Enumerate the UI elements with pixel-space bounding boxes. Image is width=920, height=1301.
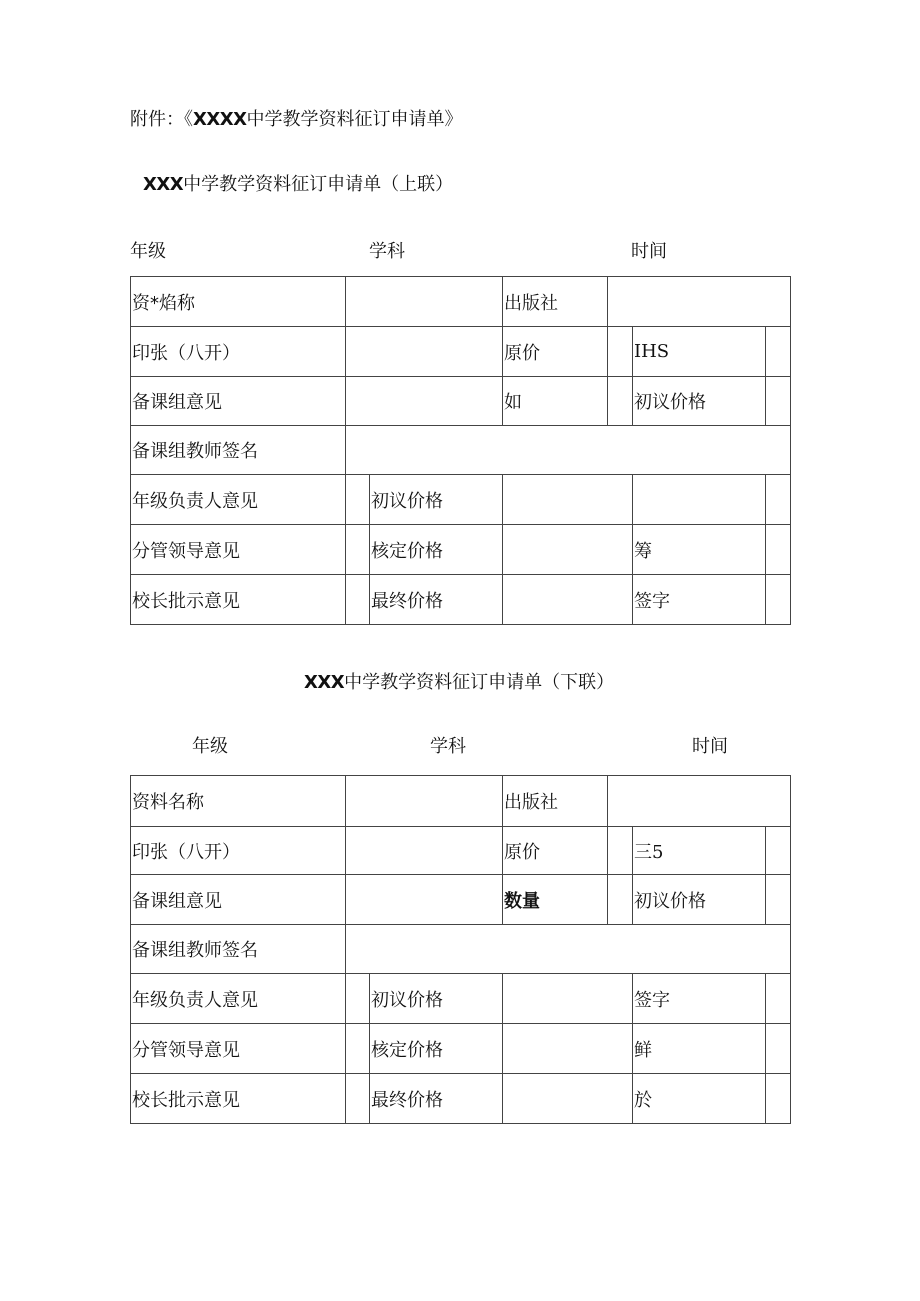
blank-cell [766, 1024, 791, 1074]
division-leader-label: 分管领导意见 [131, 1024, 346, 1074]
blank-cell [608, 875, 633, 925]
table-row [131, 776, 791, 827]
publisher-label: 出版社 [503, 277, 608, 327]
upper-form-table [130, 276, 791, 625]
teacher-sign-field[interactable] [346, 426, 791, 475]
material-name-label: 资*焰称 [131, 277, 346, 327]
table-row [131, 1024, 791, 1074]
blank-cell [346, 475, 370, 525]
upper-title-code: XXX [143, 174, 184, 195]
upper-time-label: 时间 [631, 241, 667, 262]
blank-cell [346, 1024, 370, 1074]
blank-cell [766, 827, 791, 875]
table-row [131, 875, 791, 925]
material-name-label: 资料名称 [131, 776, 346, 827]
lower-form-title [304, 668, 614, 694]
table-row [131, 1074, 791, 1124]
grade-head-sign-field[interactable] [633, 475, 766, 525]
upper-grade-label: 年级 [130, 241, 166, 262]
attachment-title [130, 105, 463, 131]
original-price-value[interactable]: 三5 [633, 827, 766, 875]
table-row [131, 925, 791, 974]
attachment-name: 中学教学资料征订申请单》 [246, 109, 463, 130]
proposed-price-label: 初议价格 [633, 875, 766, 925]
table-row [131, 475, 791, 525]
blank-cell [608, 327, 633, 377]
quantity-label: 数量 [503, 875, 608, 925]
approved-price-label: 核定价格 [370, 1024, 503, 1074]
approved-price-field[interactable] [503, 525, 633, 575]
sheets-field[interactable] [346, 827, 503, 875]
attachment-code: XXXX [193, 109, 247, 130]
blank-cell [766, 525, 791, 575]
blank-cell [766, 974, 791, 1024]
blank-cell [766, 575, 791, 625]
sheets-label: 印张（八开） [131, 827, 346, 875]
proposed-price-label: 初议价格 [370, 475, 503, 525]
lower-subject-label: 学科 [430, 736, 466, 757]
group-opinion-label: 备课组意见 [131, 875, 346, 925]
group-opinion-field[interactable] [346, 377, 503, 426]
quantity-label: 如 [503, 377, 608, 426]
final-price-label: 最终价格 [370, 1074, 503, 1124]
teacher-sign-label: 备课组教师签名 [131, 426, 346, 475]
attachment-prefix: 附件：《 [130, 109, 193, 130]
signature-label: 签字 [633, 575, 766, 625]
approved-price-field[interactable] [503, 1024, 633, 1074]
upper-subject-label: 学科 [369, 241, 405, 262]
teacher-sign-label: 备课组教师签名 [131, 925, 346, 974]
table-row [131, 974, 791, 1024]
approved-price-label: 核定价格 [370, 525, 503, 575]
original-price-label: 原价 [503, 327, 608, 377]
proposed-price-label: 初议价格 [633, 377, 766, 426]
grade-head-sign-label: 签字 [633, 974, 766, 1024]
final-price-field[interactable] [503, 575, 633, 625]
table-row [131, 575, 791, 625]
blank-cell [766, 327, 791, 377]
upper-form-title [143, 170, 453, 196]
blank-cell [346, 1074, 370, 1124]
division-leader-label: 分管领导意见 [131, 525, 346, 575]
proposed-price-label: 初议价格 [370, 974, 503, 1024]
blank-cell [346, 575, 370, 625]
blank-cell [766, 377, 791, 426]
group-opinion-field[interactable] [346, 875, 503, 925]
table-row [131, 426, 791, 475]
blank-cell [766, 875, 791, 925]
table-row [131, 827, 791, 875]
approved-note: 筹 [633, 525, 766, 575]
grade-head-label: 年级负责人意见 [131, 475, 346, 525]
teacher-sign-field[interactable] [346, 925, 791, 974]
blank-cell [346, 974, 370, 1024]
approved-note: 鲜 [633, 1024, 766, 1074]
lower-form-table [130, 775, 791, 1124]
publisher-label: 出版社 [503, 776, 608, 827]
final-price-label: 最终价格 [370, 575, 503, 625]
principal-label: 校长批示意见 [131, 1074, 346, 1124]
grade-head-label: 年级负责人意见 [131, 974, 346, 1024]
material-name-field[interactable] [346, 776, 503, 827]
upper-title-text: 中学教学资料征订申请单（上联） [183, 174, 454, 195]
proposed-price-field[interactable] [503, 475, 633, 525]
sheets-label: 印张（八开） [131, 327, 346, 377]
lower-title-code: XXX [304, 672, 345, 693]
lower-time-label: 时间 [692, 736, 728, 757]
table-row [131, 277, 791, 327]
blank-cell [608, 827, 633, 875]
publisher-field[interactable] [608, 277, 791, 327]
lower-grade-label: 年级 [192, 736, 228, 757]
original-price-label: 原价 [503, 827, 608, 875]
table-row [131, 377, 791, 426]
final-price-field[interactable] [503, 1074, 633, 1124]
lower-title-text: 中学教学资料征订申请单（下联） [344, 672, 615, 693]
blank-cell [766, 475, 791, 525]
table-row [131, 327, 791, 377]
final-note: 於 [633, 1074, 766, 1124]
sheets-field[interactable] [346, 327, 503, 377]
publisher-field[interactable] [608, 776, 791, 827]
group-opinion-label: 备课组意见 [131, 377, 346, 426]
table-row [131, 525, 791, 575]
blank-cell [346, 525, 370, 575]
material-name-field[interactable] [346, 277, 503, 327]
blank-cell [766, 1074, 791, 1124]
proposed-price-field[interactable] [503, 974, 633, 1024]
original-price-value[interactable]: IHS [633, 327, 766, 377]
blank-cell [608, 377, 633, 426]
principal-label: 校长批示意见 [131, 575, 346, 625]
